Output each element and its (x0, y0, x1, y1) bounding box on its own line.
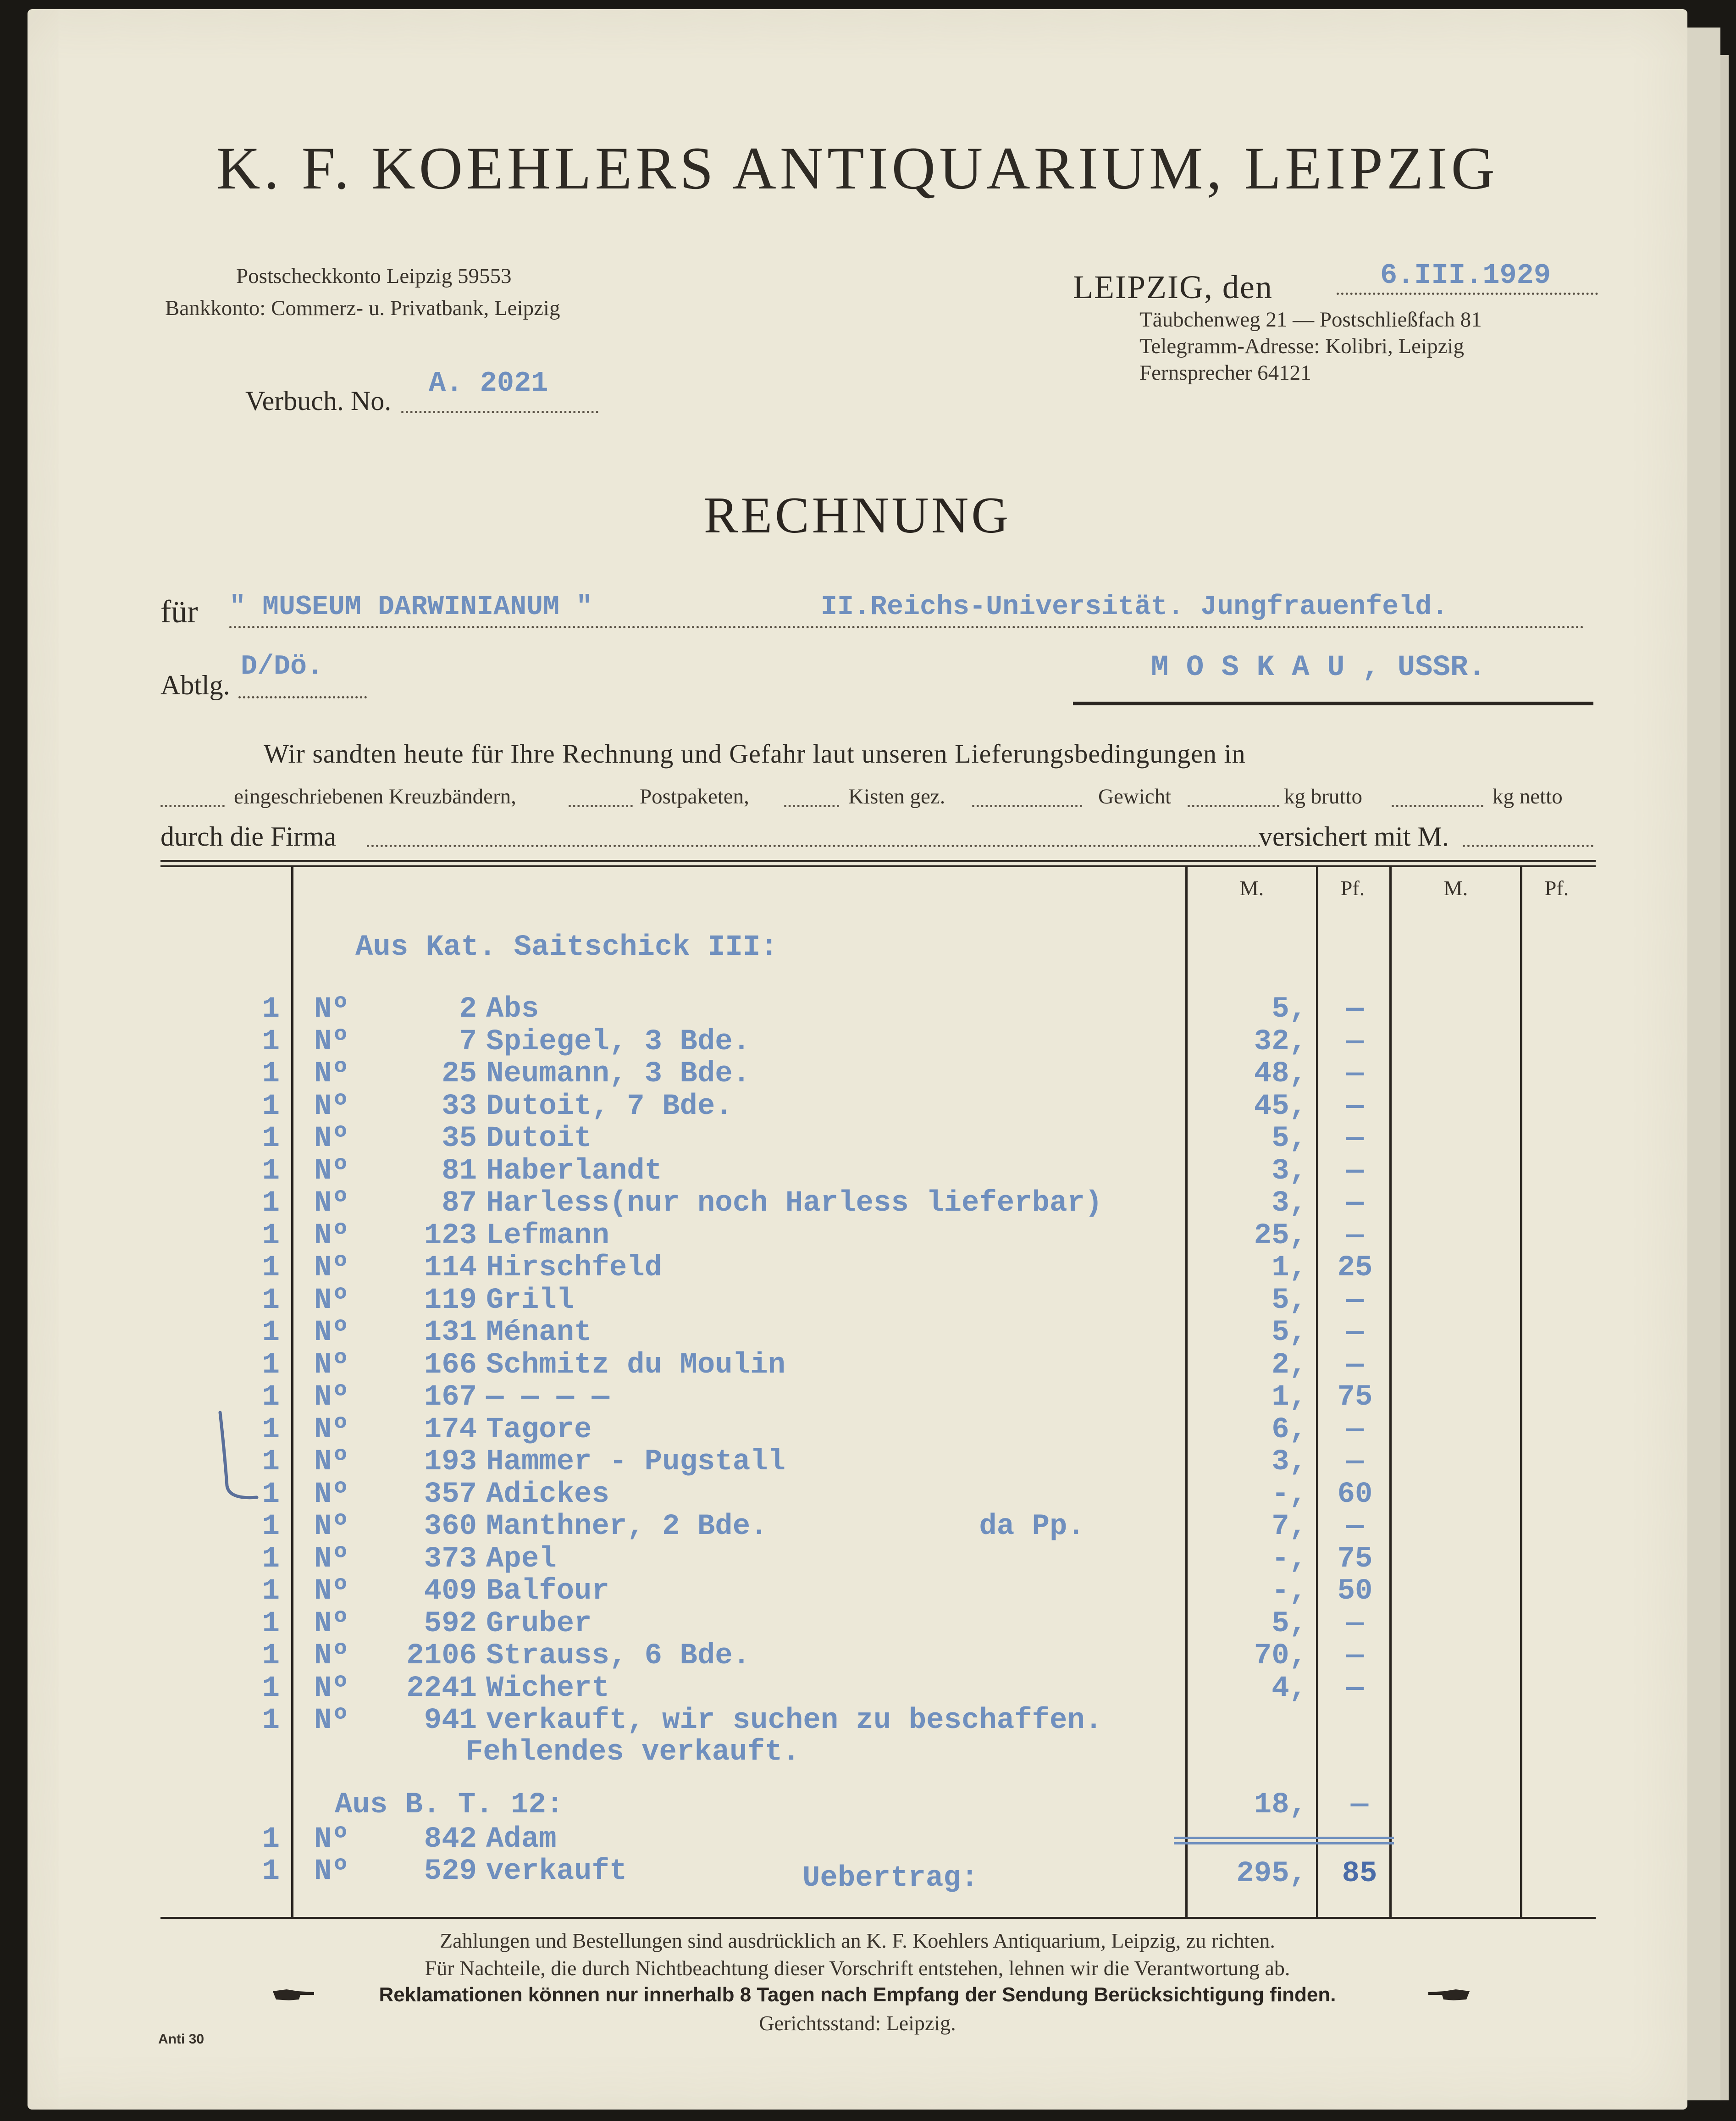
item-marks: 4, (1272, 1672, 1307, 1705)
item-qty: 1 (262, 1607, 280, 1640)
item-number: 842 (424, 1823, 477, 1856)
table-row (28, 1284, 1687, 1316)
item-qty: 1 (262, 1672, 280, 1705)
item-title: verkauft (486, 1855, 627, 1888)
section2-amount-pf: — (1350, 1789, 1369, 1822)
item-marks: 5, (1272, 993, 1307, 1026)
item-qty: 1 (262, 1855, 280, 1888)
table-row (28, 1445, 1687, 1478)
table-row (28, 1155, 1687, 1187)
item-qty: 1 (262, 1058, 280, 1091)
item-title: Spiegel, 3 Bde. (486, 1025, 751, 1058)
item-title: Tagore (486, 1413, 592, 1446)
item-qty: 1 (262, 1478, 280, 1511)
table-top-rule-2 (160, 865, 1596, 867)
item-pfennig: — (1346, 1672, 1364, 1705)
item-no-symbol: Nº (314, 1219, 349, 1252)
dots-3 (784, 805, 839, 807)
item-marks: 3, (1272, 1445, 1307, 1479)
abtlg-label: Abtlg. (160, 670, 230, 700)
item-number: 25 (442, 1058, 477, 1091)
telegram-address: Telegramm-Adresse: Kolibri, Leipzig (1139, 334, 1465, 358)
item-qty: 1 (262, 1252, 280, 1285)
item-no-symbol: Nº (314, 1284, 349, 1317)
table-row (28, 1704, 1687, 1736)
item-title: Wichert (486, 1672, 609, 1705)
total-label: Uebertrag: (802, 1862, 979, 1895)
item-number: 35 (442, 1122, 477, 1155)
item-number: 409 (424, 1575, 477, 1608)
date-line (1337, 293, 1598, 295)
item-no-symbol: Nº (314, 1381, 349, 1414)
item-number: 2 (459, 993, 477, 1026)
item-title: verkauft, wir suchen zu beschaffen. (486, 1704, 1103, 1737)
item-marks: 3, (1272, 1154, 1307, 1188)
fuer-label: für (160, 594, 198, 630)
item-no-symbol: Nº (314, 1025, 349, 1058)
table-row (28, 1478, 1687, 1510)
item-title: Strauss, 6 Bde. (486, 1639, 751, 1672)
item-marks: -, (1272, 1542, 1307, 1576)
item-no-symbol: Nº (314, 1607, 349, 1640)
item-no-symbol: Nº (314, 1575, 349, 1608)
item-qty: 1 (262, 1187, 280, 1220)
col-head-m1: M. (1239, 876, 1264, 900)
item-title: — — — — (486, 1381, 609, 1414)
item-marks: -, (1272, 1478, 1307, 1511)
footer-line-1: Zahlungen und Bestellungen sind ausdrücklich an K. F. Koehlers Antiquarium, Leipzig, zu richten. (440, 1929, 1275, 1952)
item-title: Adam (486, 1823, 557, 1856)
item-no-symbol: Nº (314, 1122, 349, 1155)
item-number: 119 (424, 1284, 477, 1317)
item-qty: 1 (262, 1413, 280, 1446)
item-no-symbol: Nº (314, 993, 349, 1026)
item-pfennig: 25 (1337, 1252, 1373, 1285)
recipient-city: M O S K A U , USSR. (1151, 651, 1486, 684)
kisten-label: Kisten gez. (848, 785, 945, 809)
pencil-check-mark (206, 1408, 261, 1509)
street-address: Täubchenweg 21 — Postschließfach 81 (1139, 308, 1482, 332)
table-row (28, 1187, 1687, 1219)
item-pfennig: — (1346, 1058, 1364, 1091)
item-marks: 70, (1254, 1639, 1307, 1672)
col-head-pf1: Pf. (1340, 876, 1365, 900)
item-qty: 1 (262, 1704, 280, 1737)
item-pfennig: — (1346, 1510, 1364, 1543)
table-row (28, 1349, 1687, 1381)
table-top-rule-1 (160, 860, 1596, 862)
item-marks: 5, (1272, 1284, 1307, 1317)
item-number: 592 (424, 1607, 477, 1640)
item-title: Ménant (486, 1316, 592, 1349)
item-pfennig: 50 (1337, 1575, 1373, 1608)
item-no-symbol: Nº (314, 1639, 349, 1672)
table-row (28, 1219, 1687, 1252)
item-marks: 7, (1272, 1510, 1307, 1543)
table-row (28, 993, 1687, 1025)
item-pfennig: — (1346, 1187, 1364, 1220)
item-qty: 1 (262, 1542, 280, 1576)
table-row (28, 1058, 1687, 1090)
firm-name: K. F. KOEHLERS ANTIQUARIUM, LEIPZIG (216, 134, 1498, 202)
note-fehlendes: Fehlendes verkauft. (465, 1736, 800, 1769)
item-pfennig: — (1346, 1413, 1364, 1446)
item-number: 357 (424, 1478, 477, 1511)
item-no-symbol: Nº (314, 1058, 349, 1091)
item-no-symbol: Nº (314, 1316, 349, 1349)
item-no-symbol: Nº (314, 1252, 349, 1285)
item-no-symbol: Nº (314, 1704, 349, 1737)
item-title: Adickes (486, 1478, 609, 1511)
item-number: 360 (424, 1510, 477, 1543)
item-number: 114 (424, 1252, 477, 1285)
item-title: Harless(nur noch Harless lieferbar) (486, 1187, 1103, 1220)
item-qty: 1 (262, 1823, 280, 1856)
item-title: Abs (486, 993, 539, 1026)
item-number: 193 (424, 1445, 477, 1479)
bank-account: Bankkonto: Commerz- u. Privatbank, Leipzig (165, 296, 560, 320)
item-number: 123 (424, 1219, 477, 1252)
item-number: 87 (442, 1187, 477, 1220)
item-marks: 1, (1272, 1381, 1307, 1414)
item-number: 373 (424, 1542, 477, 1576)
item-pfennig: — (1346, 1219, 1364, 1252)
item-title: Schmitz du Moulin (486, 1348, 785, 1382)
item-no-symbol: Nº (314, 1478, 349, 1511)
item-marks: 5, (1272, 1607, 1307, 1640)
item-qty: 1 (262, 1154, 280, 1188)
netto-label: kg netto (1493, 785, 1563, 809)
pointing-hand-right-icon (271, 1986, 316, 2004)
table-row (28, 1510, 1687, 1542)
item-number: 166 (424, 1348, 477, 1382)
table-row (28, 1122, 1687, 1154)
table-row (28, 1543, 1687, 1575)
item-title: Hirschfeld (486, 1252, 663, 1285)
item-no-symbol: Nº (314, 1090, 349, 1123)
item-title: Lefmann (486, 1219, 609, 1252)
postscheck-account: Postscheckkonto Leipzig 59553 (236, 264, 512, 288)
item-marks: 1, (1272, 1252, 1307, 1285)
item-pfennig: — (1346, 1284, 1364, 1317)
item-no-symbol: Nº (314, 1413, 349, 1446)
item-marks: 25, (1254, 1219, 1307, 1252)
item-no-symbol: Nº (314, 1187, 349, 1220)
document-title: RECHNUNG (703, 487, 1012, 544)
footer-line-4: Gerichtsstand: Leipzig. (759, 2011, 956, 2035)
item-pfennig: 75 (1337, 1542, 1373, 1576)
item-qty: 1 (262, 1445, 280, 1479)
table-row (28, 1672, 1687, 1704)
item-no-symbol: Nº (314, 1445, 349, 1479)
dots-5 (1188, 805, 1279, 807)
item-qty: 1 (262, 1575, 280, 1608)
item-title: Dutoit, 7 Bde. (486, 1090, 733, 1123)
item-marks: 2, (1272, 1348, 1307, 1382)
item-marks: 6, (1272, 1413, 1307, 1446)
table-row (28, 1090, 1687, 1122)
item-qty: 1 (262, 1284, 280, 1317)
invoice-date: 6.III.1929 (1380, 259, 1551, 292)
table-row (28, 1607, 1687, 1639)
item-pfennig: — (1346, 993, 1364, 1026)
phone-number: Fernsprecher 64121 (1139, 361, 1311, 385)
item-title: Neumann, 3 Bde. (486, 1058, 751, 1091)
dots-2 (569, 805, 633, 807)
firma-label: durch die Firma (160, 821, 337, 852)
sum-rule-2 (1174, 1842, 1394, 1844)
item-pfennig: — (1346, 1154, 1364, 1188)
item-title: Apel (486, 1542, 557, 1576)
dots-6 (1392, 805, 1483, 807)
item-pfennig: — (1346, 1607, 1364, 1640)
item-marks: -, (1272, 1575, 1307, 1608)
item-title: Manthner, 2 Bde. da Pp. (486, 1510, 1085, 1543)
item-marks: 32, (1254, 1025, 1307, 1058)
item-no-symbol: Nº (314, 1855, 349, 1888)
shipping-intro: Wir sandten heute für Ihre Rechnung und Gefahr laut unseren Lieferungsbedingungen in (264, 739, 1246, 769)
item-pfennig: 75 (1337, 1381, 1373, 1414)
footer-line-2: Für Nachteile, die durch Nichtbeachtung dieser Vorschrift entstehen, lehnen wir die Verantwortung ab. (425, 1956, 1290, 1980)
total-pfennig: 85 (1342, 1857, 1377, 1890)
item-pfennig: — (1346, 1025, 1364, 1058)
section-heading-bt12: Aus B. T. 12: (335, 1789, 564, 1822)
item-number: 167 (424, 1381, 477, 1414)
item-marks: 3, (1272, 1187, 1307, 1220)
total-marks: 295, (1236, 1857, 1307, 1890)
section-heading-saitschick: Aus Kat. Saitschick III: (355, 931, 778, 964)
item-no-symbol: Nº (314, 1672, 349, 1705)
item-qty: 1 (262, 1510, 280, 1543)
item-number: 33 (442, 1090, 477, 1123)
dots-1 (160, 805, 225, 807)
item-pfennig: — (1346, 1316, 1364, 1349)
abtlg-value: D/Dö. (241, 651, 324, 682)
abtlg-line (238, 696, 367, 698)
item-pfennig: — (1346, 1122, 1364, 1155)
city-underline (1073, 702, 1593, 705)
item-number: 174 (424, 1413, 477, 1446)
recipient-name: " MUSEUM DARWINIANUM " (229, 592, 593, 623)
table-row (28, 1413, 1687, 1445)
item-marks: 45, (1254, 1090, 1307, 1123)
item-number: 2106 (406, 1639, 477, 1672)
firma-line (367, 845, 1261, 847)
table-row (28, 1575, 1687, 1607)
item-qty: 1 (262, 1025, 280, 1058)
item-no-symbol: Nº (314, 1154, 349, 1188)
item-number: 2241 (406, 1672, 477, 1705)
table-row (28, 1823, 1687, 1855)
item-marks: 48, (1254, 1058, 1307, 1091)
section2-amount-m: 18, (1254, 1789, 1307, 1822)
form-code: Anti 30 (158, 2032, 205, 2047)
item-marks: 5, (1272, 1122, 1307, 1155)
item-qty: 1 (262, 1639, 280, 1672)
item-pfennig: 60 (1337, 1478, 1373, 1511)
item-qty: 1 (262, 1219, 280, 1252)
footer-line-3: Reklamationen können nur innerhalb 8 Tagen nach Empfang der Sendung Berücksichtigung finden. (379, 1983, 1336, 2006)
brutto-label: kg brutto (1284, 785, 1363, 809)
item-number: 941 (424, 1704, 477, 1737)
table-row (28, 1025, 1687, 1058)
item-pfennig: — (1346, 1090, 1364, 1123)
item-qty: 1 (262, 1316, 280, 1349)
pointing-hand-left-icon (1426, 1986, 1472, 2004)
item-number: 81 (442, 1154, 477, 1188)
item-qty: 1 (262, 1381, 280, 1414)
item-qty: 1 (262, 993, 280, 1026)
item-title: Dutoit (486, 1122, 592, 1155)
item-number: 131 (424, 1316, 477, 1349)
item-number: 7 (459, 1025, 477, 1058)
item-pfennig: — (1346, 1445, 1364, 1479)
recipient-institution: II.Reichs-Universität. Jungfrauenfeld. (821, 592, 1449, 623)
item-no-symbol: Nº (314, 1348, 349, 1382)
item-no-symbol: Nº (314, 1823, 349, 1856)
table-row (28, 1316, 1687, 1348)
dots-4 (972, 805, 1082, 807)
item-no-symbol: Nº (314, 1510, 349, 1543)
item-pfennig: — (1346, 1348, 1364, 1382)
verbuch-line (401, 411, 598, 413)
item-title: Balfour (486, 1575, 609, 1608)
postpakete-label: Postpaketen, (640, 785, 749, 809)
city-date-label: LEIPZIG, den (1073, 269, 1273, 305)
kreuzband-label: eingeschriebenen Kreuzbändern, (234, 785, 516, 809)
versichert-label: versichert mit M. (1259, 821, 1449, 852)
sum-rule-1 (1174, 1837, 1394, 1839)
item-qty: 1 (262, 1348, 280, 1382)
invoice-sheet (28, 9, 1687, 2110)
item-title: Gruber (486, 1607, 592, 1640)
table-row (28, 1381, 1687, 1413)
verbuch-number: A. 2021 (429, 367, 548, 399)
item-qty: 1 (262, 1122, 280, 1155)
table-row (28, 1252, 1687, 1284)
versichert-line (1463, 845, 1593, 847)
item-title: Hammer - Pugstall (486, 1445, 785, 1479)
col-head-m2: M. (1443, 876, 1468, 900)
verbuch-label: Verbuch. No. (245, 386, 392, 416)
col-head-pf2: Pf. (1544, 876, 1569, 900)
item-number: 529 (424, 1855, 477, 1888)
gewicht-label: Gewicht (1098, 785, 1172, 809)
recipient-line (229, 626, 1584, 628)
footer-rule (160, 1917, 1596, 1919)
item-title: Grill (486, 1284, 575, 1317)
item-qty: 1 (262, 1090, 280, 1123)
item-pfennig: — (1346, 1639, 1364, 1672)
table-row (28, 1639, 1687, 1672)
item-marks: 5, (1272, 1316, 1307, 1349)
item-no-symbol: Nº (314, 1542, 349, 1576)
item-title: Haberlandt (486, 1154, 663, 1188)
